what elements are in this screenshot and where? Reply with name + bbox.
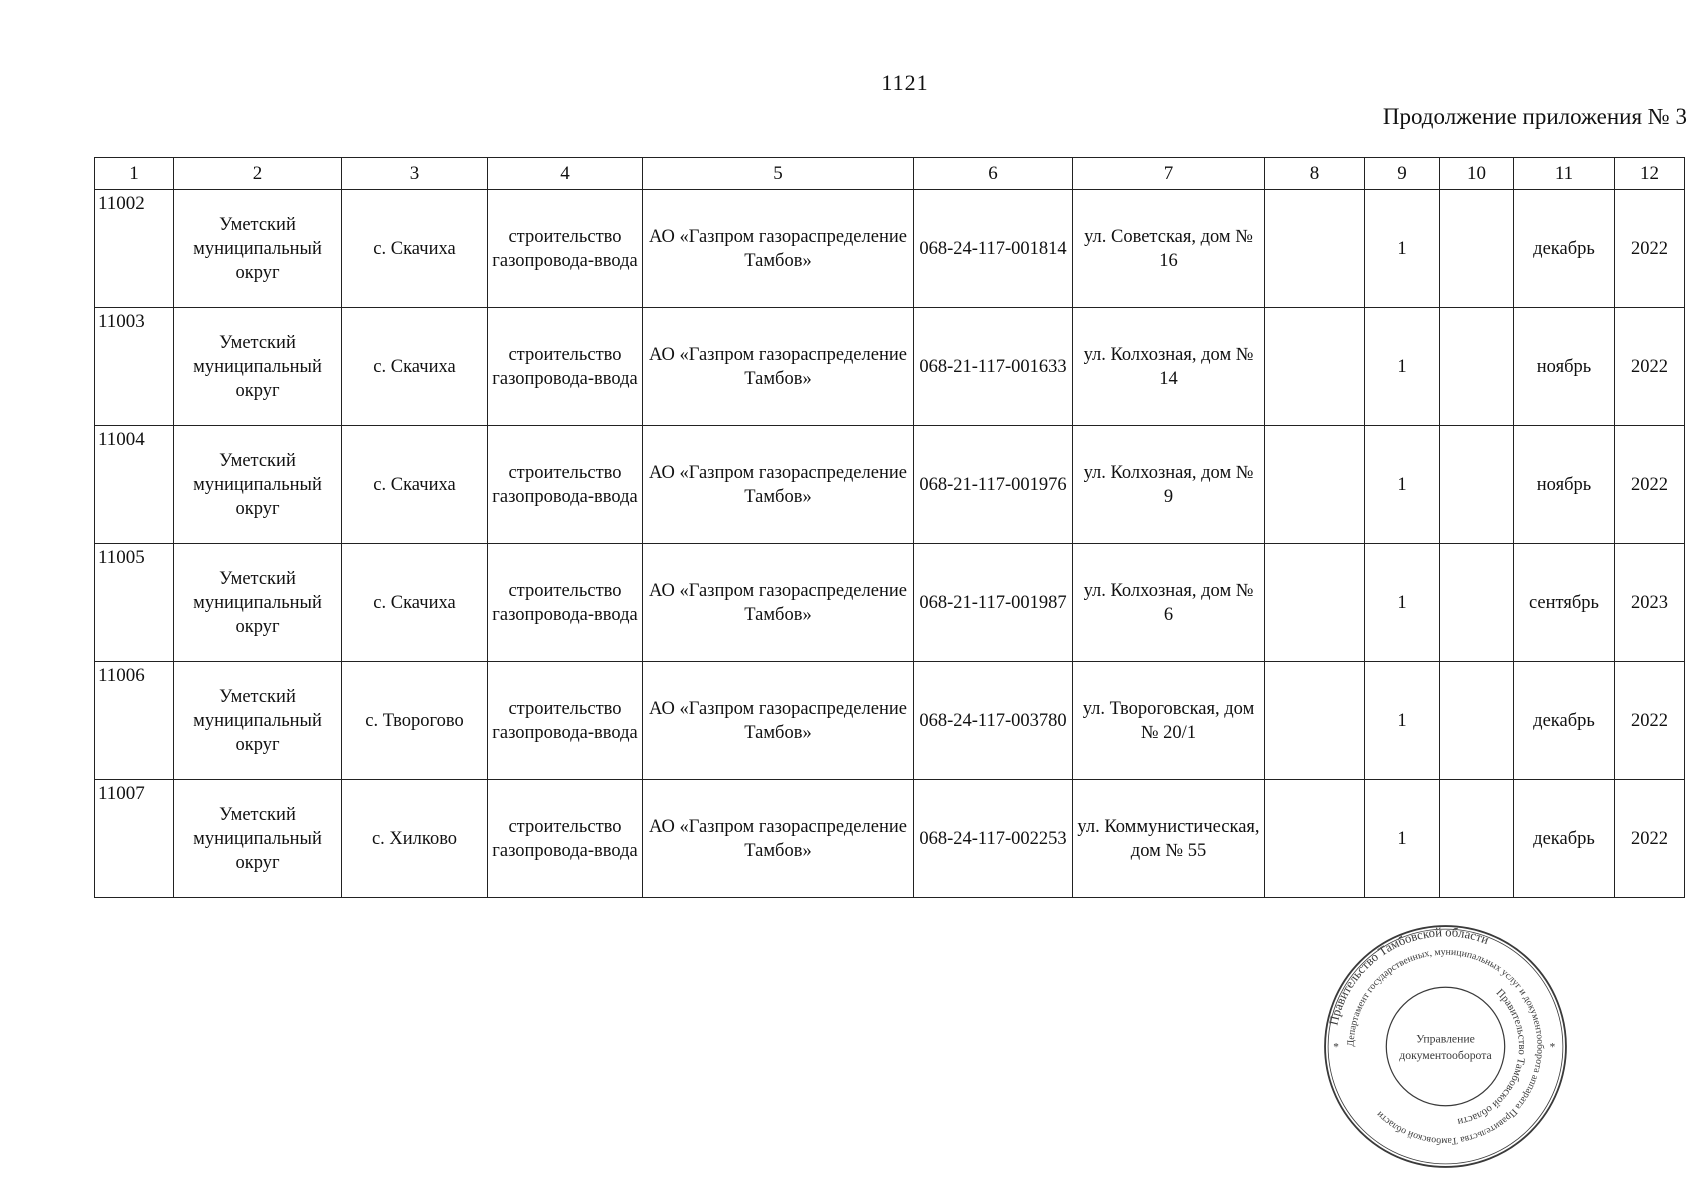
work-cell — [488, 308, 643, 426]
organization-cell — [643, 308, 914, 426]
address-cell — [1073, 662, 1265, 780]
district-text: Уметский муниципальный округ — [193, 450, 322, 519]
district-cell — [174, 308, 342, 426]
address-cell — [1073, 426, 1265, 544]
code-text: 068-24-117-001814 — [919, 238, 1067, 259]
col8-cell — [1265, 544, 1365, 662]
column-header: 8 — [1265, 158, 1365, 190]
col10-cell — [1440, 308, 1514, 426]
column-header: 7 — [1073, 158, 1265, 190]
organization-text: АО «Газпром газораспределение Тамбов» — [649, 226, 907, 271]
stamp-outer-text — [1326, 925, 1490, 1026]
quantity-cell: 1 — [1365, 544, 1440, 662]
district-text: Уметский муниципальный округ — [193, 214, 322, 283]
col10-cell — [1440, 190, 1514, 308]
col8-cell — [1265, 426, 1365, 544]
work-text: строительство газопровода-ввода — [492, 462, 638, 507]
col10-cell — [1440, 544, 1514, 662]
column-header: 9 — [1365, 158, 1440, 190]
quantity-cell: 1 — [1365, 780, 1440, 898]
column-header: 4 — [488, 158, 643, 190]
organization-cell — [643, 780, 914, 898]
table-row — [95, 426, 1685, 544]
row-number: 11005 — [95, 544, 174, 662]
district-text: Уметский муниципальный округ — [193, 804, 322, 873]
organization-text: АО «Газпром газораспределение Тамбов» — [649, 698, 907, 743]
code-text: 068-21-117-001633 — [919, 356, 1067, 377]
settlement-cell: с. Скачиха — [342, 190, 488, 308]
district-cell — [174, 544, 342, 662]
year-cell: 2022 — [1615, 780, 1685, 898]
settlement-cell: с. Скачиха — [342, 308, 488, 426]
address-text: ул. Колхозная, дом № 6 — [1083, 580, 1254, 625]
code-text: 068-21-117-001976 — [919, 474, 1067, 495]
stamp-middle-textpath: Департамент государственных, муниципальных услуг и документооборота аппарата Правительства Тамбовской области — [1345, 946, 1546, 1147]
address-text: ул. Советская, дом № 16 — [1084, 226, 1253, 271]
table-row — [95, 190, 1685, 308]
month-cell: сентябрь — [1514, 544, 1615, 662]
column-header: 12 — [1615, 158, 1685, 190]
district-cell — [174, 662, 342, 780]
organization-cell — [643, 544, 914, 662]
stamp-center-line1: Управление — [1416, 1032, 1475, 1046]
month-cell: декабрь — [1514, 780, 1615, 898]
code-text: 068-21-117-001987 — [919, 592, 1067, 613]
work-cell — [488, 426, 643, 544]
stamp-middle-text — [1346, 947, 1546, 1147]
col10-cell — [1440, 662, 1514, 780]
column-header: 10 — [1440, 158, 1514, 190]
address-text: ул. Колхозная, дом № 9 — [1083, 462, 1254, 507]
code-cell — [914, 662, 1073, 780]
address-cell — [1073, 780, 1265, 898]
stamp-inner-ring — [1386, 987, 1504, 1105]
organization-text: АО «Газпром газораспределение Тамбов» — [649, 816, 907, 861]
organization-text: АО «Газпром газораспределение Тамбов» — [649, 462, 907, 507]
table-row — [95, 308, 1685, 426]
code-cell — [914, 308, 1073, 426]
organization-text: АО «Газпром газораспределение Тамбов» — [649, 580, 907, 625]
stamp-inner-textpath: Правительство Тамбовской области — [1456, 986, 1529, 1128]
col8-cell — [1265, 190, 1365, 308]
address-text: ул. Твороговская, дом № 20/1 — [1082, 698, 1255, 743]
column-header: 1 — [95, 158, 174, 190]
quantity-cell: 1 — [1365, 662, 1440, 780]
month-cell: ноябрь — [1514, 426, 1615, 544]
address-cell — [1073, 544, 1265, 662]
work-text: строительство газопровода-ввода — [492, 226, 638, 271]
row-number: 11002 — [95, 190, 174, 308]
registry-table — [94, 157, 1685, 898]
quantity-cell: 1 — [1365, 308, 1440, 426]
column-header: 3 — [342, 158, 488, 190]
month-cell: декабрь — [1514, 662, 1615, 780]
district-text: Уметский муниципальный округ — [193, 332, 322, 401]
work-text: строительство газопровода-ввода — [492, 698, 638, 743]
organization-text: АО «Газпром газораспределение Тамбов» — [649, 344, 907, 389]
code-cell — [914, 544, 1073, 662]
col8-cell — [1265, 780, 1365, 898]
year-cell: 2022 — [1615, 662, 1685, 780]
row-number: 11007 — [95, 780, 174, 898]
organization-cell — [643, 190, 914, 308]
code-cell — [914, 780, 1073, 898]
column-header: 6 — [914, 158, 1073, 190]
quantity-cell: 1 — [1365, 190, 1440, 308]
work-text: строительство газопровода-ввода — [492, 580, 638, 625]
address-cell — [1073, 308, 1265, 426]
row-number: 11004 — [95, 426, 174, 544]
organization-cell — [643, 662, 914, 780]
col10-cell — [1440, 426, 1514, 544]
district-cell — [174, 780, 342, 898]
col10-cell — [1440, 780, 1514, 898]
year-cell: 2022 — [1615, 426, 1685, 544]
col8-cell — [1265, 308, 1365, 426]
stamp-center-line2: документооборота — [1399, 1048, 1492, 1062]
settlement-cell: с. Хилково — [342, 780, 488, 898]
settlement-cell: с. Творогово — [342, 662, 488, 780]
code-text: 068-24-117-003780 — [919, 710, 1067, 731]
work-cell — [488, 544, 643, 662]
stamp-star-left-icon: * — [1333, 1041, 1339, 1054]
settlement-cell: с. Скачиха — [342, 426, 488, 544]
month-cell: декабрь — [1514, 190, 1615, 308]
address-cell — [1073, 190, 1265, 308]
page-number: 1121 — [881, 70, 929, 95]
column-numbers-row — [95, 158, 1685, 190]
quantity-cell: 1 — [1365, 426, 1440, 544]
column-header: 5 — [643, 158, 914, 190]
table-row — [95, 780, 1685, 898]
month-cell: ноябрь — [1514, 308, 1615, 426]
year-cell: 2023 — [1615, 544, 1685, 662]
address-text: ул. Коммунистическая, дом № 55 — [1077, 816, 1260, 861]
address-text: ул. Колхозная, дом № 14 — [1083, 344, 1254, 389]
column-header: 2 — [174, 158, 342, 190]
row-number: 11003 — [95, 308, 174, 426]
district-text: Уметский муниципальный округ — [193, 568, 322, 637]
code-cell — [914, 426, 1073, 544]
work-cell — [488, 662, 643, 780]
organization-cell — [643, 426, 914, 544]
work-cell — [488, 780, 643, 898]
year-cell: 2022 — [1615, 308, 1685, 426]
district-text: Уметский муниципальный округ — [193, 686, 322, 755]
table-row — [95, 662, 1685, 780]
work-cell — [488, 190, 643, 308]
work-text: строительство газопровода-ввода — [492, 344, 638, 389]
code-cell — [914, 190, 1073, 308]
code-text: 068-24-117-002253 — [919, 828, 1067, 849]
row-number: 11006 — [95, 662, 174, 780]
settlement-cell: с. Скачиха — [342, 544, 488, 662]
table-row — [95, 544, 1685, 662]
col8-cell — [1265, 662, 1365, 780]
year-cell: 2022 — [1615, 190, 1685, 308]
district-cell — [174, 190, 342, 308]
work-text: строительство газопровода-ввода — [492, 816, 638, 861]
column-header: 11 — [1514, 158, 1615, 190]
stamp-outer-textpath: Правительство Тамбовской области — [1326, 925, 1491, 1027]
official-stamp — [1323, 924, 1568, 1169]
stamp-star-right-icon: * — [1549, 1041, 1556, 1054]
continuation-note: Продолжение приложения № 3 — [1382, 104, 1687, 129]
district-cell — [174, 426, 342, 544]
